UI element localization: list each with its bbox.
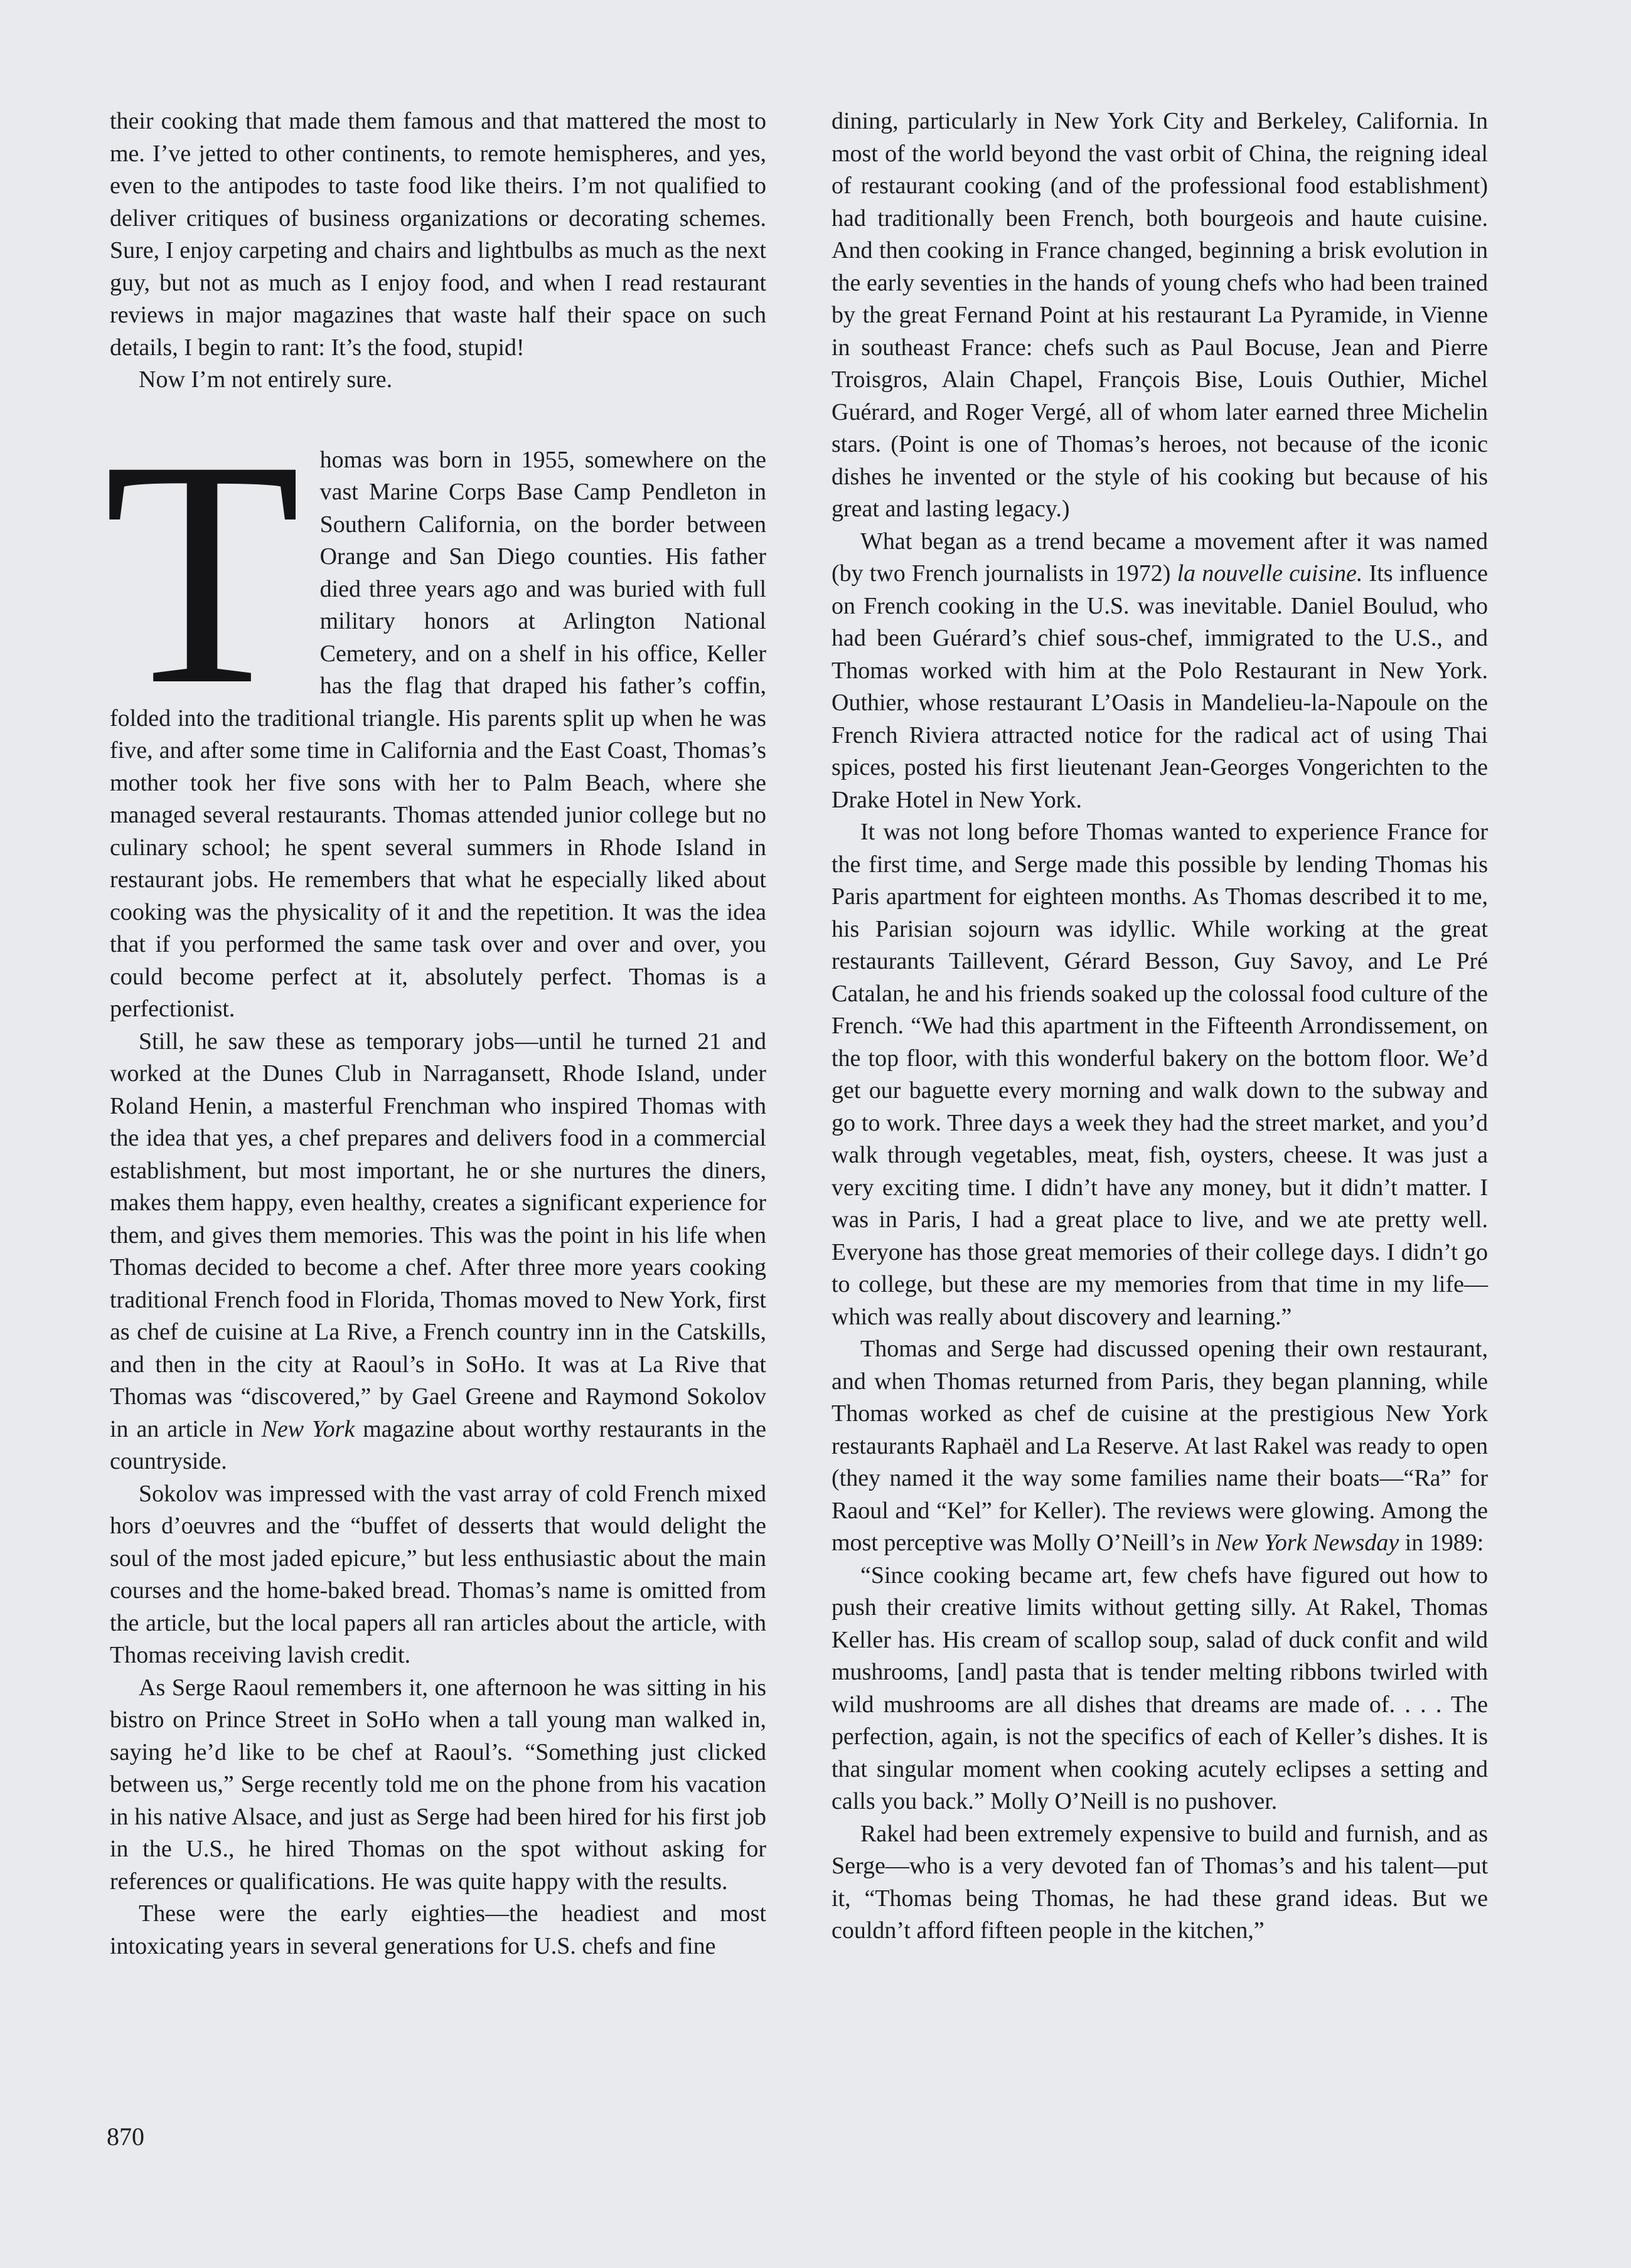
drop-cap-section: [104, 393, 766, 1026]
paragraph-right-4: [832, 1333, 1488, 1560]
paragraph-right-5: “Since cooking became art, few chefs have figured out how to push their creative limits without getting silly. At Rakel, Thomas Keller has. His cream of scallop soup, salad of duck confit and wild mushrooms, [and] pasta that is tender melting ribbons twirled with wild mushrooms are all dishes that dreams are made of. . . . The perfection, again, is not the specifics of each of Keller’s dishes. It is that singular moment when cooking acutely eclipses a setting and calls you back.” Molly O’Neill is no pushover.: [832, 1562, 1488, 1814]
term-la-nouvelle-cuisine: la nouvelle cuisine.: [1177, 560, 1363, 587]
paragraph-right-1: dining, particularly in New York City and Berkeley, California. In most of the world beyond the vast orbit of China, the reigning ideal of restaurant cooking (and of the professional food establishment) had traditionally been French, both bourgeois and haute cuisine. And then cooking in France changed, beginning a brisk evolution in the early seventies in the hands of young chefs who had been trained by the great Fernand Point at his restaurant La Pyramide, in Vienne in southeast France: chefs such as Paul Bocuse, Jean and Pierre Troisgros, Alain Chapel, François Bise, Louis Outhier, Michel Guérard, and Roger Vergé, all of whom later earned three Michelin stars. (Point is one of Thomas’s heroes, not because of the iconic dishes he invented or the style of his cooking but because of his great and lasting legacy.): [832, 108, 1488, 522]
paragraph-right-6: Rakel had been extremely expensive to build and furnish, and as Serge—who is a very devoted fan of Thomas’s and his talent—put it, “Thomas being Thomas, he had these grand ideas. But we couldn’t afford fifteen people in the kitchen,”: [832, 1820, 1488, 1944]
paragraph-right-2-end: Its influence on French cooking in the U.S. was inevitable. Daniel Boulud, who had been Guérard’s chief sous-chef, immigrated to the U.S., and Thomas worked with him at the Polo Restaurant in New York. Outhier, whose restaurant L’Oasis in Mandelieu-la-Napoule on the French Riviera attracted notice for the radical act of using Thai spices, posted his first lieutenant Jean-Georges Vongerichten to the Drake Hotel in New York.: [832, 560, 1489, 813]
drop-cap: T: [104, 393, 301, 752]
paragraph-left-2: Now I’m not entirely sure.: [139, 366, 393, 393]
paragraph-left-4: [110, 1026, 766, 1478]
right-column: [832, 105, 1488, 1947]
paragraph-left-7: These were the early eighties—the headiest and most intoxicating years in several generations for U.S. chefs and fine: [110, 1900, 766, 1959]
paragraph-right-3: It was not long before Thomas wanted to experience France for the first time, and Serge made this possible by lending Thomas his Paris apartment for eighteen months. As Thomas described it to me, his Parisian sojourn was idyllic. While working at the great restaurants Taillevent, Gérard Besson, Guy Savoy, and Le Pré Catalan, he and his friends soaked up the colossal food culture of the French. “We had this apartment in the Fifteenth Arrondissement, on the top floor, with this wonderful bakery on the bottom floor. We’d get our baguette every morning and walk down to the subway and go to work. Three days a week they had the street market, and you’d walk through vegetables, meat, fish, oysters, cheese. It was just a very exciting time. I didn’t have any money, but it didn’t matter. I was in Paris, I had a great place to live, and we ate pretty well. Everyone has those great memories of their college days. I didn’t go to college, but these are my memories from that time in my life—which was really about discovery and learning.”: [832, 819, 1488, 1330]
left-column: [104, 105, 766, 1962]
paragraph-left-4-text: Still, he saw these as temporary jobs—until he turned 21 and worked at the Dunes Club in Narragansett, Rhode Island, under Roland Henin, a masterful Frenchman who inspired Thomas with the idea that yes, a chef prepares and delivers food in a commercial establishment, but most important, he or she nurtures the diners, makes them happy, even healthy, creates a significant experience for them, and gives them memories. This was the point in his life when Thomas decided to become a chef. After three more years cooking traditional French food in Florida, Thomas moved to New York, first as chef de cuisine at La Rive, a French country inn in the Catskills, and then in the city at Raoul’s in SoHo. It was at La Rive that Thomas was “discovered,” by Gael Greene and Raymond Sokolov in an article in: [110, 1028, 766, 1442]
paragraph-left-1: their cooking that made them famous and that mattered the most to me. I’ve jetted to other continents, to remote hemispheres, and yes, even to the antipodes to taste food like theirs. I’m not qualified to deliver critiques of business organizations or decorating schemes. Sure, I enjoy carpeting and chairs and lightbulbs as much as the next guy, but not as much as I enjoy food, and when I read restaurant reviews in major magazines that waste half their space on such details, I begin to rant: It’s the food, stupid!: [110, 108, 766, 361]
paragraph-right-2-text: What began as a trend became a movement after it was named (by two French journalists in 1972): [832, 528, 1488, 587]
newspaper-title-newsday: New York Newsday: [1216, 1530, 1399, 1556]
paragraph-left-3: homas was born in 1955, somewhere on the vast Marine Corps Base Camp Pendleton in Southern California, on the border between Orange and San Diego counties. His father died three years ago and was buried with full military honors at Arlington National Cemetery, and on a shelf in his office, Keller has the flag that draped his father’s coffin, folded into the traditional triangle. His parents split up when he was five, and after some time in California and the East Coast, Thomas’s mother took her five sons with her to Palm Beach, where she managed several restaurants. Thomas attended junior college but no culinary school; he spent several summers in Rhode Island in restaurant jobs. He remembers that what he especially liked about cooking was the physicality of it and the repetition. It was the idea that if you performed the same task over and over and over, you could become perfect at it, absolutely perfect. Thomas is a perfectionist.: [110, 446, 766, 1022]
page-number: 870: [107, 2122, 144, 2151]
paragraph-left-6: As Serge Raoul remembers it, one afternoon he was sitting in his bistro on Prince Street in SoHo when a tall young man walked in, saying he’d like to be chef at Raoul’s. “Something just clicked between us,” Serge recently told me on the phone from his vacation in his native Alsace, and just as Serge had been hired for his first job in the U.S., he hired Thomas on the spot without asking for references or qualifications. He was quite happy with the results.: [110, 1674, 766, 1895]
magazine-title-new-york: New York: [261, 1415, 355, 1442]
paragraph-right-2: [832, 526, 1488, 817]
paragraph-left-5: Sokolov was impressed with the vast array of cold French mixed hors d’oeuvres and the “buffet of desserts that would delight the soul of the most jaded epicure,” but less enthusiastic about the main courses and the home-baked bread. Thomas’s name is omitted from the article, but the local papers all ran articles about the article, with Thomas receiving lavish credit.: [110, 1480, 766, 1668]
paragraph-right-4-end: in 1989:: [1404, 1530, 1484, 1556]
paragraph-right-4-text: Thomas and Serge had discussed opening their own restaurant, and when Thomas returned from Paris, they began planning, while Thomas worked as chef de cuisine at the prestigious New York restaurants Raphaël and La Reserve. At last Rakel was ready to open (they named it the way some families name their boats—“Ra” for Raoul and “Kel” for Keller). The reviews were glowing. Among the most perceptive was Molly O’Neill’s in: [832, 1336, 1488, 1556]
paragraph-left-4-end: magazine about worthy restaurants in the countryside.: [110, 1415, 766, 1474]
